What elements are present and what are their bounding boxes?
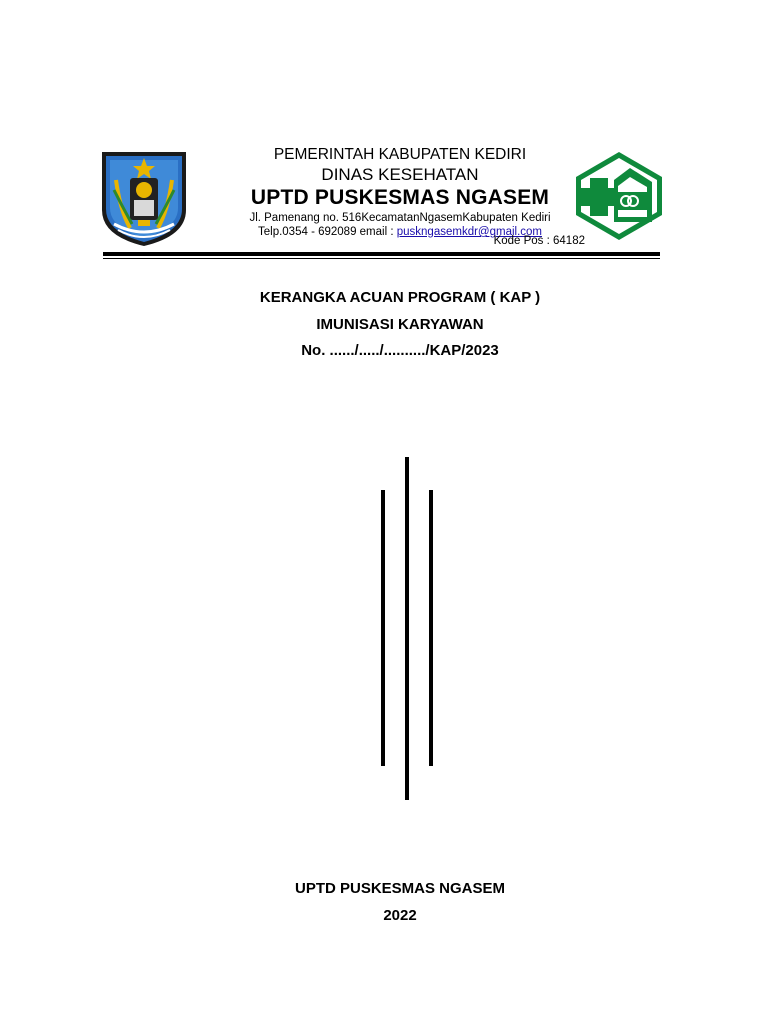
decorative-bar-left (381, 490, 385, 766)
kediri-shield-logo (100, 150, 188, 248)
phone-text: Telp.0354 - 692089 email : (258, 226, 397, 238)
document-subtitle: IMUNISASI KARYAWAN (316, 316, 484, 333)
address-line: Jl. Pamenang no. 516KecamatanNgasemKabupaten Kediri (249, 212, 551, 224)
footer-organization: UPTD PUSKESMAS NGASEM (294, 880, 506, 897)
government-name: PEMERINTAH KABUPATEN KEDIRI (273, 146, 527, 163)
letterhead-rule-thin (103, 258, 660, 259)
email-link[interactable]: puskngasemkdr@gmail.com (396, 226, 542, 238)
footer-year: 2022 (383, 907, 417, 924)
letterhead-rule-thick (103, 252, 660, 256)
institution-name: UPTD PUSKESMAS NGASEM (250, 186, 550, 209)
department-name: DINAS KESEHATAN (321, 165, 479, 184)
decorative-bar-right (429, 490, 433, 766)
document-title: KERANGKA ACUAN PROGRAM ( KAP ) (259, 289, 541, 306)
puskesmas-logo (574, 150, 664, 242)
document-number: No. ....../...../........../KAP/2023 (301, 342, 499, 359)
postcode: Kode Pos : 64182 (493, 235, 585, 247)
letterhead (200, 145, 600, 239)
decorative-bar-center (405, 457, 409, 800)
